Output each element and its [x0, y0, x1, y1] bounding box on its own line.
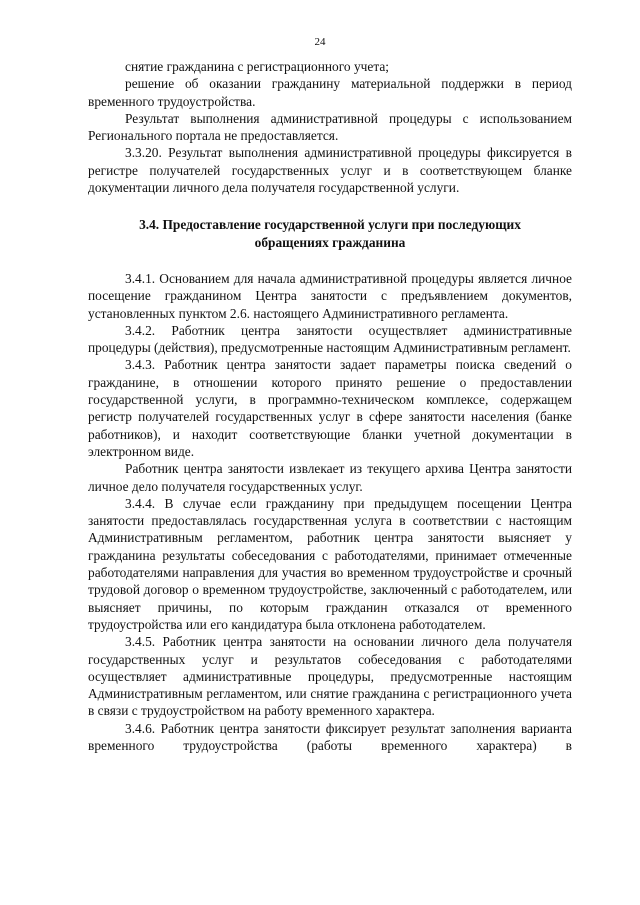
paragraph-3-4-3: 3.4.3. Работник центра занятости задает параметры поиска сведений о гражданине, в отношении которого принято решение о предоставлении государственной услуги, в программно-техническом комплексе, содержащем регистр получателей государственных услуг в сфере занятости населения (банке работников), и находит соответствующие бланки учетной документации в электронном виде. — [88, 357, 572, 459]
intro-paragraph-2: решение об оказании гражданину материальной поддержки в период временного трудоустройства. — [88, 76, 572, 109]
document-body — [88, 58, 572, 754]
paragraph-3-4-4: 3.4.4. В случае если гражданину при предыдущем посещении Центра занятости предоставлялась государственная услуга в соответствии с настоящим Административным регламентом, работник центра занятости выясняет у гражданина результаты собеседования с работодателями, принимает отмеченные работодателями направления для участия во временном трудоустройстве и срочный трудовой договор о временном трудоустройстве, заключенный с работодателем, или выясняет причины, по которым гражданин отказался от временного трудоустройства или его кандидатура была отклонена работодателем. — [88, 495, 572, 632]
paragraph-3-4-5: 3.4.5. Работник центра занятости на основании личного дела получателя государственных услуг и результатов собеседования с работодателями осуществляет административные процедуры, предусмотренные настоящим Административным регламентом, или снятие гражданина с регистрационного учета в связи с трудоустройством на работу временного характера. — [88, 634, 572, 719]
section-heading-line-1: 3.4. Предоставление государственной услуги при последующих — [139, 217, 521, 233]
paragraph-3-4-1: 3.4.1. Основанием для начала административной процедуры является личное посещение гражданином Центра занятости с предъявлением документов, установленных пунктом 2.6. настоящего Административного регламента. — [88, 270, 572, 321]
paragraph-3-4-6: 3.4.6. Работник центра занятости фиксирует результат заполнения варианта временного трудоустройства (работы временного характера) в — [88, 720, 572, 753]
intro-paragraph-1: снятие гражданина с регистрационного учета; — [125, 59, 390, 74]
intro-paragraph-4: 3.3.20. Результат выполнения административной процедуры фиксируется в регистре получателей государственных услуг и в соответствующем бланке документации личного дела получателя государственной услуги. — [88, 145, 572, 196]
section-heading — [88, 216, 572, 251]
paragraph-archive: Работник центра занятости извлекает из текущего архива Центра занятости личное дело получателя государственных услуг. — [88, 461, 572, 494]
intro-paragraph-3: Результат выполнения административной процедуры с использованием Регионального портала не предоставляется. — [88, 110, 572, 144]
section-heading-line-2: обращениях гражданина — [254, 234, 406, 250]
page-number: 24 — [314, 36, 326, 48]
paragraph-3-4-2: 3.4.2. Работник центра занятости осуществляет административные процедуры (действия), предусмотренные настоящим Административным регламент. — [88, 322, 572, 356]
